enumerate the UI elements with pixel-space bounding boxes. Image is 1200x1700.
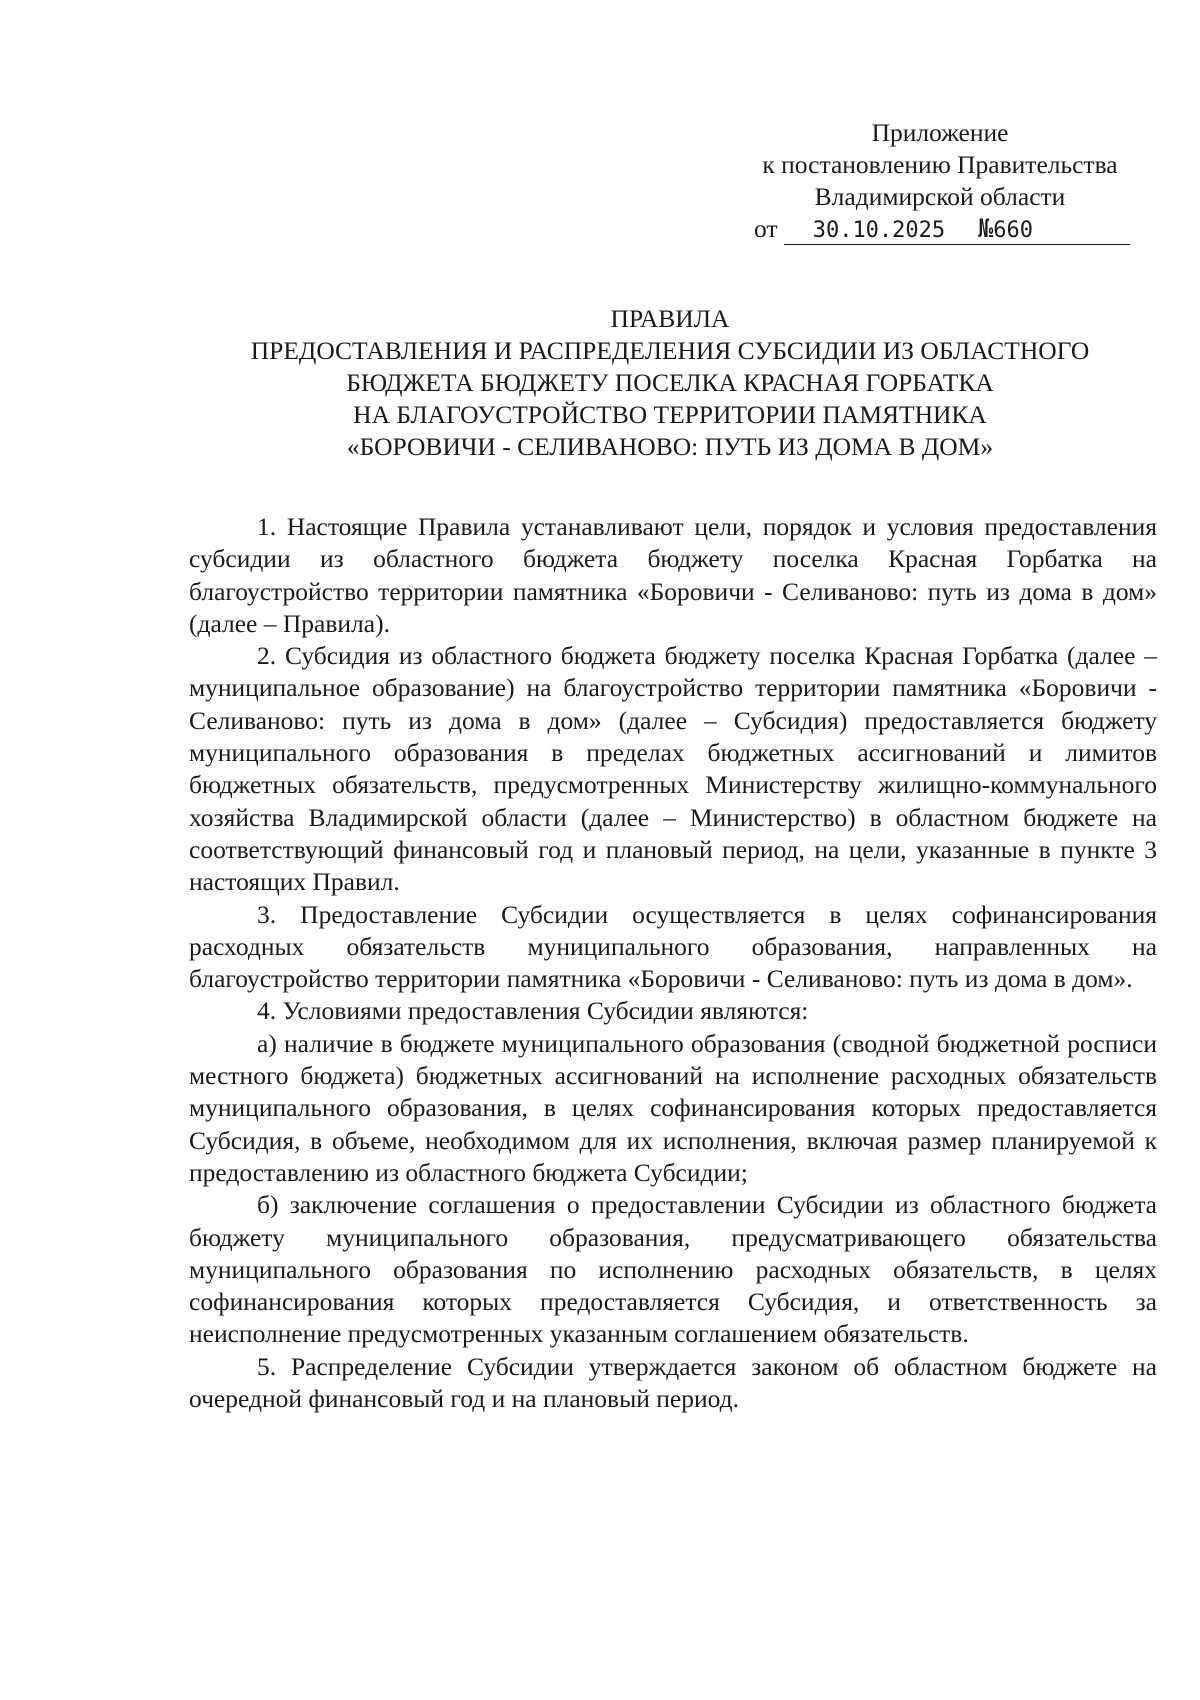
- appendix-from-prefix: от: [754, 214, 778, 243]
- paragraph-2: 2. Субсидия из областного бюджета бюджету поселка Красная Горбатка (далее – муниципальное образование) на благоустройство территории памятника «Боровичи - Селиваново: путь из дома в дом» (далее – Субсидия) предоставляется бюджету муниципального образования в пределах бюджетных ассигнований и лимитов бюджетных обязательств, предусмотренных Министерству жилищно-коммунального хозяйства Владимирской области (далее – Министерство) в областном бюджете на соответствующий финансовый год и плановый период, на цели, указанные в пункте 3 настоящих Правил.: [189, 641, 1157, 897]
- appendix-label: Приложение: [871, 118, 1009, 147]
- paragraph-4a: а) наличие в бюджете муниципального образования (сводной бюджетной росписи местного бюджета) бюджетных ассигнований на исполнение расходных обязательств муниципального образования, в целях софинансирования которых предоставляется Субсидия, в объеме, необходимом для их исполнения, включая размер планируемой к предоставлению из областного бюджета Субсидии;: [189, 1028, 1157, 1187]
- appendix-resolution-ref: к постановлению Правительства: [762, 150, 1118, 179]
- appendix-date: 30.10.2025: [784, 218, 974, 245]
- title-line-5: «БОРОВИЧИ - СЕЛИВАНОВО: ПУТЬ ИЗ ДОМА В ДОМ»: [346, 432, 994, 461]
- appendix-number-sign: №: [977, 214, 994, 244]
- title-line-4: НА БЛАГОУСТРОЙСТВО ТЕРРИТОРИИ ПАМЯТНИКА: [353, 400, 987, 429]
- paragraph-4b: б) заключение соглашения о предоставлении Субсидии из областного бюджета бюджету муниципального образования, предусматривающего обязательства муниципального образования по исполнению расходных обязательств, в целях софинансирования которых предоставляется Субсидия, и ответственность за неисполнение предусмотренных указанным соглашением обязательств.: [189, 1190, 1157, 1349]
- document-body: [189, 511, 1157, 1415]
- paragraph-3: 3. Предоставление Субсидии осуществляется в целях софинансирования расходных обязательств муниципального образования, направленных на благоустройство территории памятника «Боровичи - Селиваново: путь из дома в дом».: [189, 899, 1157, 994]
- document-title: [150, 303, 1190, 463]
- appendix-date-line: [754, 213, 1140, 245]
- paragraph-4: 4. Условиями предоставления Субсидии являются:: [257, 996, 809, 1026]
- title-line-1: ПРАВИЛА: [610, 304, 730, 333]
- appendix-header: [740, 117, 1140, 245]
- title-line-3: БЮДЖЕТА БЮДЖЕТУ ПОСЕЛКА КРАСНАЯ ГОРБАТКА: [346, 368, 994, 397]
- title-line-2: ПРЕДОСТАВЛЕНИЯ И РАСПРЕДЕЛЕНИЯ СУБСИДИИ ИЗ ОБЛАСТНОГО: [250, 336, 1090, 365]
- appendix-number: 660: [993, 218, 1034, 243]
- appendix-number-field: [974, 216, 1130, 245]
- appendix-region: Владимирской области: [814, 182, 1066, 211]
- paragraph-5: 5. Распределение Субсидии утверждается законом об областном бюджете на очередной финансовый год и на плановый период.: [189, 1351, 1157, 1414]
- paragraph-1: 1. Настоящие Правила устанавливают цели, порядок и условия предоставления субсидии из областного бюджета бюджету поселка Красная Горбатка на благоустройство территории памятника «Боровичи - Селиваново: путь из дома в дом» (далее – Правила).: [189, 512, 1157, 638]
